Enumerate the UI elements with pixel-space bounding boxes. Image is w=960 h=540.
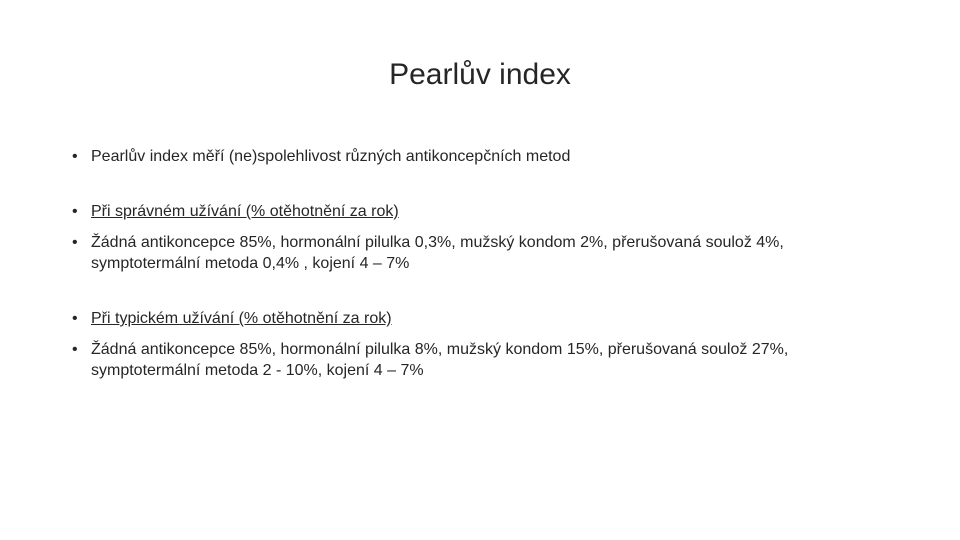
bullet-item	[72, 308, 892, 329]
bullet-dot: •	[72, 148, 78, 165]
bullet-dot: •	[72, 234, 78, 251]
bullet-list	[72, 146, 892, 381]
bullet-text: Pearlův index měří (ne)spolehlivost různých antikoncepčních metod	[91, 148, 571, 165]
bullet-heading-correct-use: Při správném užívání (% otěhotnění za rok)	[91, 203, 399, 220]
bullet-heading-typical-use: Při typickém užívání (% otěhotnění za rok)	[91, 310, 392, 327]
bullet-text: Žádná antikoncepce 85%, hormonální pilulka 0,3%, mužský kondom 2%, přerušovaná soulož 4%, symptotermální metoda 0,4% , kojení 4 – 7%	[91, 234, 784, 272]
bullet-dot: •	[72, 341, 78, 358]
slide-title: Pearlův index	[389, 58, 571, 91]
bullet-item	[72, 146, 892, 167]
bullet-item	[72, 232, 892, 274]
bullet-dot: •	[72, 203, 78, 220]
bullet-item	[72, 339, 892, 381]
bullet-text: Žádná antikoncepce 85%, hormonální pilulka 8%, mužský kondom 15%, přerušovaná soulož 27%, symptotermální metoda 2 - 10%, kojení 4 – 7%	[91, 341, 789, 379]
bullet-dot: •	[72, 310, 78, 327]
bullet-item	[72, 201, 892, 222]
